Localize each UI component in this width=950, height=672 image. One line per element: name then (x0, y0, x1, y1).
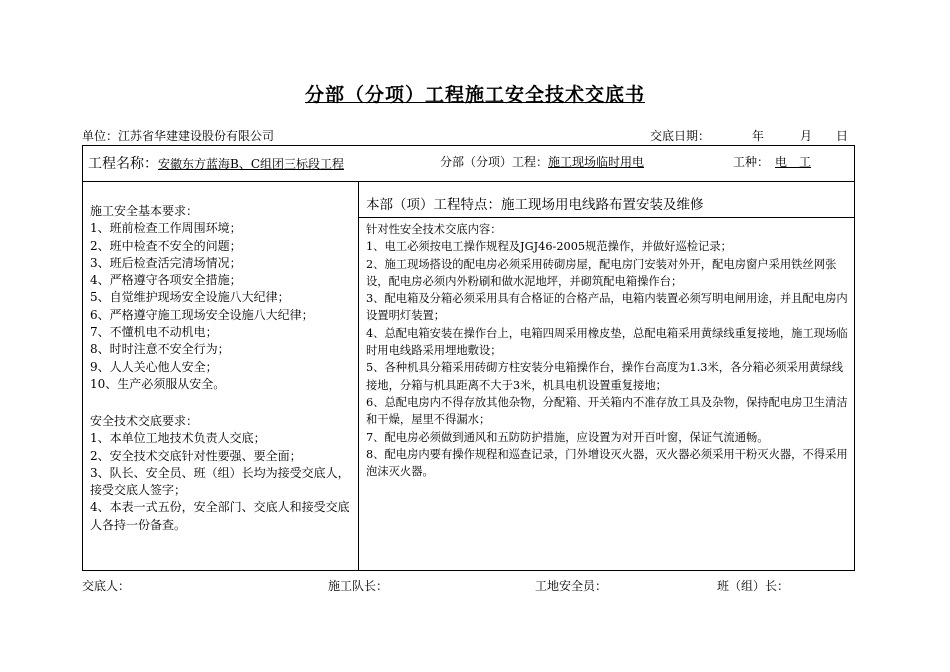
basic-item: 6、严格遵守施工现场安全设施八大纪律； (90, 307, 314, 322)
basic-item: 7、不懂机电不动机电； (90, 325, 218, 340)
unit-label: 单位： (82, 129, 119, 143)
basic-item: 8、时时注意不安全行为； (90, 342, 230, 357)
date-day: 日 (836, 129, 849, 143)
basic-item: 1、班前检查工作周围环境； (90, 221, 242, 236)
disclosure-heading: 安全技术交底要求： (90, 414, 199, 428)
basic-heading: 施工安全基本要求： (90, 204, 199, 218)
footer-group-leader: 班（组）长： (717, 579, 790, 593)
unit-line (82, 127, 274, 144)
basic-item: 3、班后检查活完清场情况； (90, 255, 242, 270)
specific-item: 3、配电箱及分箱必须采用具有合格证的合格产品，电箱内装置必须写明电闸用途，并且配电房内设置明灯装置； (366, 292, 848, 323)
division (440, 153, 644, 170)
feature-divider (358, 217, 855, 218)
disclosure-item: 1、本单位工地技术负责人交底； (90, 431, 266, 446)
feature-value: 施工现场用电线路布置安装及维修 (501, 197, 704, 213)
specific-item: 6、总配电房内不得存放其他杂物，分配箱、开关箱内不准存放工具及杂物，保持配电房卫生清洁和干燥，屋里不得漏水； (366, 395, 848, 427)
header-divider (82, 181, 855, 182)
date-year: 年 (752, 129, 765, 143)
project-label: 工程名称： (88, 156, 158, 172)
specific-item: 5、各种机具分箱采用砖砌方柱安装分电箱操作台，操作台高度为1.3米，各分箱必须采用黄绿线接地，分箱与机具距离不大于3米，机具电机设置重复接地； (366, 361, 844, 392)
project-value: 安徽东方蓝海B、C组团三标段工程 (158, 157, 345, 171)
basic-item: 5、自觉维护现场安全设施八大纪律； (90, 290, 290, 305)
document-title: 分部（分项）工程施工安全技术交底书 (304, 84, 645, 106)
division-label: 分部（分项）工程： (440, 155, 549, 169)
basic-item: 10、生产必须服从安全。 (90, 376, 226, 391)
footer-discloser: 交底人： (82, 579, 131, 593)
disclosure-item: 2、安全技术交底针对性要强、要全面； (90, 448, 302, 463)
basic-item: 4、严格遵守各项安全措施； (90, 273, 242, 288)
footer-team-leader: 施工队长： (328, 579, 389, 593)
disclosure-item: 4、本表一式五份，安全部门、交底人和接受交底人各持一份备查。 (90, 500, 350, 532)
unit-value: 江苏省华建建设股份有限公司 (118, 129, 275, 143)
feature-label: 本部（项）工程特点： (366, 197, 501, 213)
footer-safety-officer: 工地安全员： (535, 579, 608, 593)
trade-value: 电 工 (775, 155, 812, 169)
basic-requirements (90, 203, 352, 393)
disclosure-requirements (90, 413, 352, 534)
disclosure-item: 3、队长、安全员、班（组）长均为接受交底人，接受交底人签字； (90, 465, 350, 498)
division-value: 施工现场临时用电 (548, 155, 645, 169)
basic-item: 9、人人关心他人安全； (90, 359, 218, 374)
specific-item: 8、配电房内要有操作规程和巡查记录，门外增设灭火器，灭火器必须采用干粉灭火器，不得采用泡沫灭火器。 (366, 447, 848, 479)
trade (733, 153, 817, 170)
date-label: 交底日期： (650, 129, 711, 143)
basic-item: 2、班中检查不安全的问题； (90, 238, 242, 253)
specific-heading: 针对性安全技术交底内容： (366, 223, 502, 236)
specific-item: 7、配电房必须做到通风和五防防护措施，应设置为对开百叶窗，保证气流通畅。 (366, 430, 769, 444)
specific-item: 4、总配电箱安装在操作台上，电箱四周采用橡皮垫，总配电箱采用黄绿线重复接地，施工现场临时用电线路采用埋地敷设； (366, 326, 848, 358)
specific-item: 2、施工现场搭设的配电房必须采用砖砌房屋，配电房门安装对外开，配电房窗户采用铁丝网张设，配电房必须内外粉刷和做水泥地坪，并砌筑配电箱操作台； (366, 257, 837, 288)
column-divider (358, 181, 359, 571)
specific-item: 1、电工必须按电工操作规程及JGJ46-2005规范操作，并做好巡检记录； (366, 240, 732, 254)
trade-label: 工种： (733, 155, 770, 169)
date-month: 月 (800, 129, 813, 143)
specific-disclosure (366, 221, 850, 480)
project-feature (366, 193, 704, 213)
project-name (88, 153, 344, 173)
